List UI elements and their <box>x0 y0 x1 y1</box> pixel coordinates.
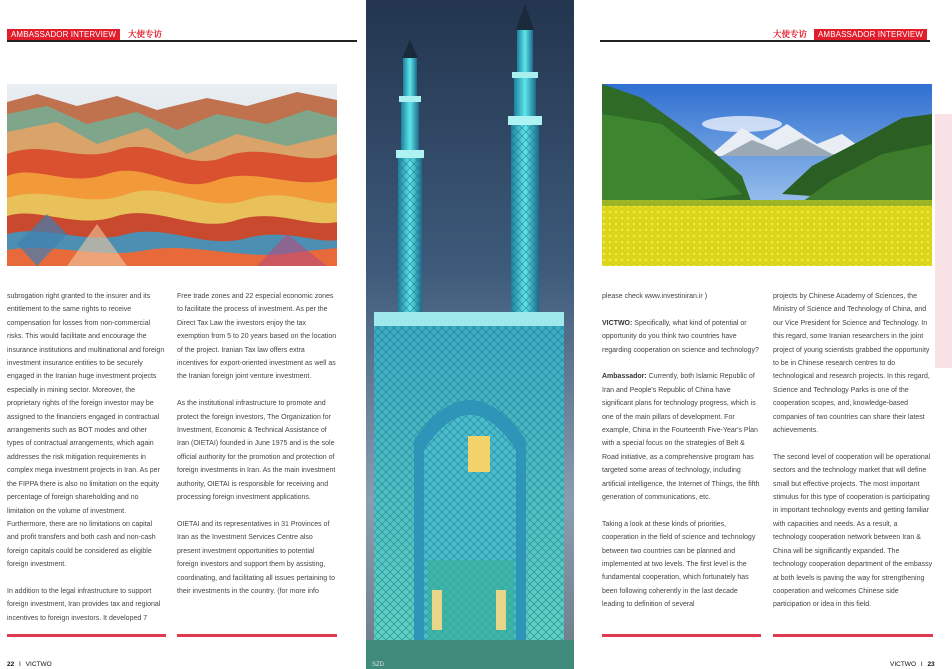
left-col2-paragraph: Free trade zones and 22 especial economic zones to facilitate the process of investment. As per the Direct Tax Law the investors enjoy the tax exemption from 5 to 20 years based on the location of the project. Iranian Tax law offers extra incentives for export-oriented investment as well as the Iranian foreign joint venture investment. <box>177 293 337 381</box>
photo-caption: SZD <box>372 662 384 668</box>
bottom-rule-left-1 <box>7 634 166 637</box>
left-column-2 <box>177 290 337 612</box>
left-column-1 <box>7 290 165 639</box>
header-rule-left <box>7 40 357 42</box>
magazine-name-right: VICTWO <box>890 661 916 668</box>
question-label: VICTWO: <box>602 319 633 327</box>
bottom-rule-left-2 <box>177 634 337 637</box>
right-col1-intro: please check www.investiniran.ir ) <box>602 293 708 300</box>
right-col1-paragraph: Taking a look at these kinds of priorities, cooperation in the field of science and technology between two countries can be planned and implemented at two levels. The first level is the fundamental cooperation, which fortunately has been following coherently in the last decade leading to definition of several <box>602 520 756 609</box>
header-rule-right <box>600 40 930 42</box>
bottom-rule-right-1 <box>602 634 761 637</box>
interview-answer: Ambassador: Currently, both Islamic Republic of Iran and People's Republic of China have significant plans for technology progress, which is one of the main pillars of development. For example, China in the Fourteenth Five-Year's Plan with a special focus on the strategies of Belt & Road initiative, as a comprehensive program has targeted some areas of technology, including artificial intelligence, the Internet of Things, the fifth generation of communications, etc. <box>602 373 760 502</box>
section-tag-cn-left: 大使专访 <box>128 29 163 39</box>
left-col1-paragraph: In addition to the legal infrastructure to support foreign investment, Iran provides tax and regional incentives to foreign investors. It developed 7 <box>7 587 161 622</box>
pink-edge-strip <box>935 114 952 368</box>
page-number-right: VICTWO I 23 <box>890 661 935 668</box>
interview-question: VICTWO: Specifically, what kind of potential or opportunity do you think two countries have regarding cooperation on science and technology? <box>602 319 759 354</box>
left-col2-paragraph: As the institutional infrastructure to promote and protect the foreign investors, The Organization for Investment, Economic & Technical Assistance of Iran (OIETAI) founded in June 1975 and is the sole official authority for the promotion and protection of foreign investments in Iran. As the main investment authority, OIETAI is responsible for receiving and processing foreign investment applications. <box>177 400 336 502</box>
rainbow-mountains-photo <box>7 84 337 266</box>
section-tag-left: AMBASSADOR INTERVIEW <box>7 29 120 40</box>
left-col1-paragraph: subrogation right granted to the insurer and its entitlement to the same rights to receive compensation for losses from non-commercial risks. This would facilitate and encourage the insurance institutions and multinational and foreign investment insurance entities to be securely engaged in the Iranian huge investment projects especially in mining sector. Moreover, the proprietary rights of the foreign investor may be assigned to the financiers engaged in contractual arrangements such as BOT modes and other types of contractual arrangements, which again addresses the risk mitigation requirements in complex mega investment projects in Iran. As per the FIPPA there is also no limitation on the equity percentage of foreign shareholding and no limitation on the volume of investment. Furthermore, there are no limitations on capital and profit transfers and both cash and non-cash foreign capitals could be considered as eligible foreign investment. <box>7 293 165 569</box>
bottom-rule-right-2 <box>773 634 933 637</box>
right-col2-paragraph: The second level of cooperation will be operational sectors and the technology market that will define small but effective projects. The most important stimulus for this type of cooperation is participating in important technology events and getting familiar with capacities and needs. As a result, a technology cooperation network between Iran & China will be significantly expanded. The technology cooperation department of the embassy at both levels is paving the way for strengthening cooperation and welcomes Chinese side participation or idea in this field. <box>773 453 933 609</box>
right-column-2 <box>773 290 933 625</box>
section-tag-cn-right: 大使专访 <box>773 29 808 39</box>
left-col2-paragraph: OIETAI and its representatives in 31 Provinces of Iran as the Investment Services Centre also present investment opportunities to potential foreign investors and support them by assisting, coordinating, and facilitating all issues pertaining to their investments in the country. (for more info <box>177 520 335 595</box>
answer-label: Ambassador: <box>602 373 647 381</box>
mountain-valley-photo <box>602 84 932 266</box>
magazine-name-left: VICTWO <box>25 661 52 668</box>
right-column-1 <box>602 290 761 625</box>
right-col2-paragraph: projects by Chinese Academy of Sciences, the Ministry of Science and Technology of China, and our Vice President for Science and Technology. In this regard, some Iranian researchers in the joint project of young scientists grabbed the opportunity to be in Chinese research centres to do technological and research projects. In this regard, Science and Technology Parks is one of the cooperation scopes, and, knowledge-based companies of two countries can share their latest achievements. <box>773 293 930 435</box>
mosque-photo <box>366 0 574 669</box>
section-tag-right: AMBASSADOR INTERVIEW <box>814 29 927 40</box>
page-number-left: 22 I VICTWO <box>7 661 52 668</box>
